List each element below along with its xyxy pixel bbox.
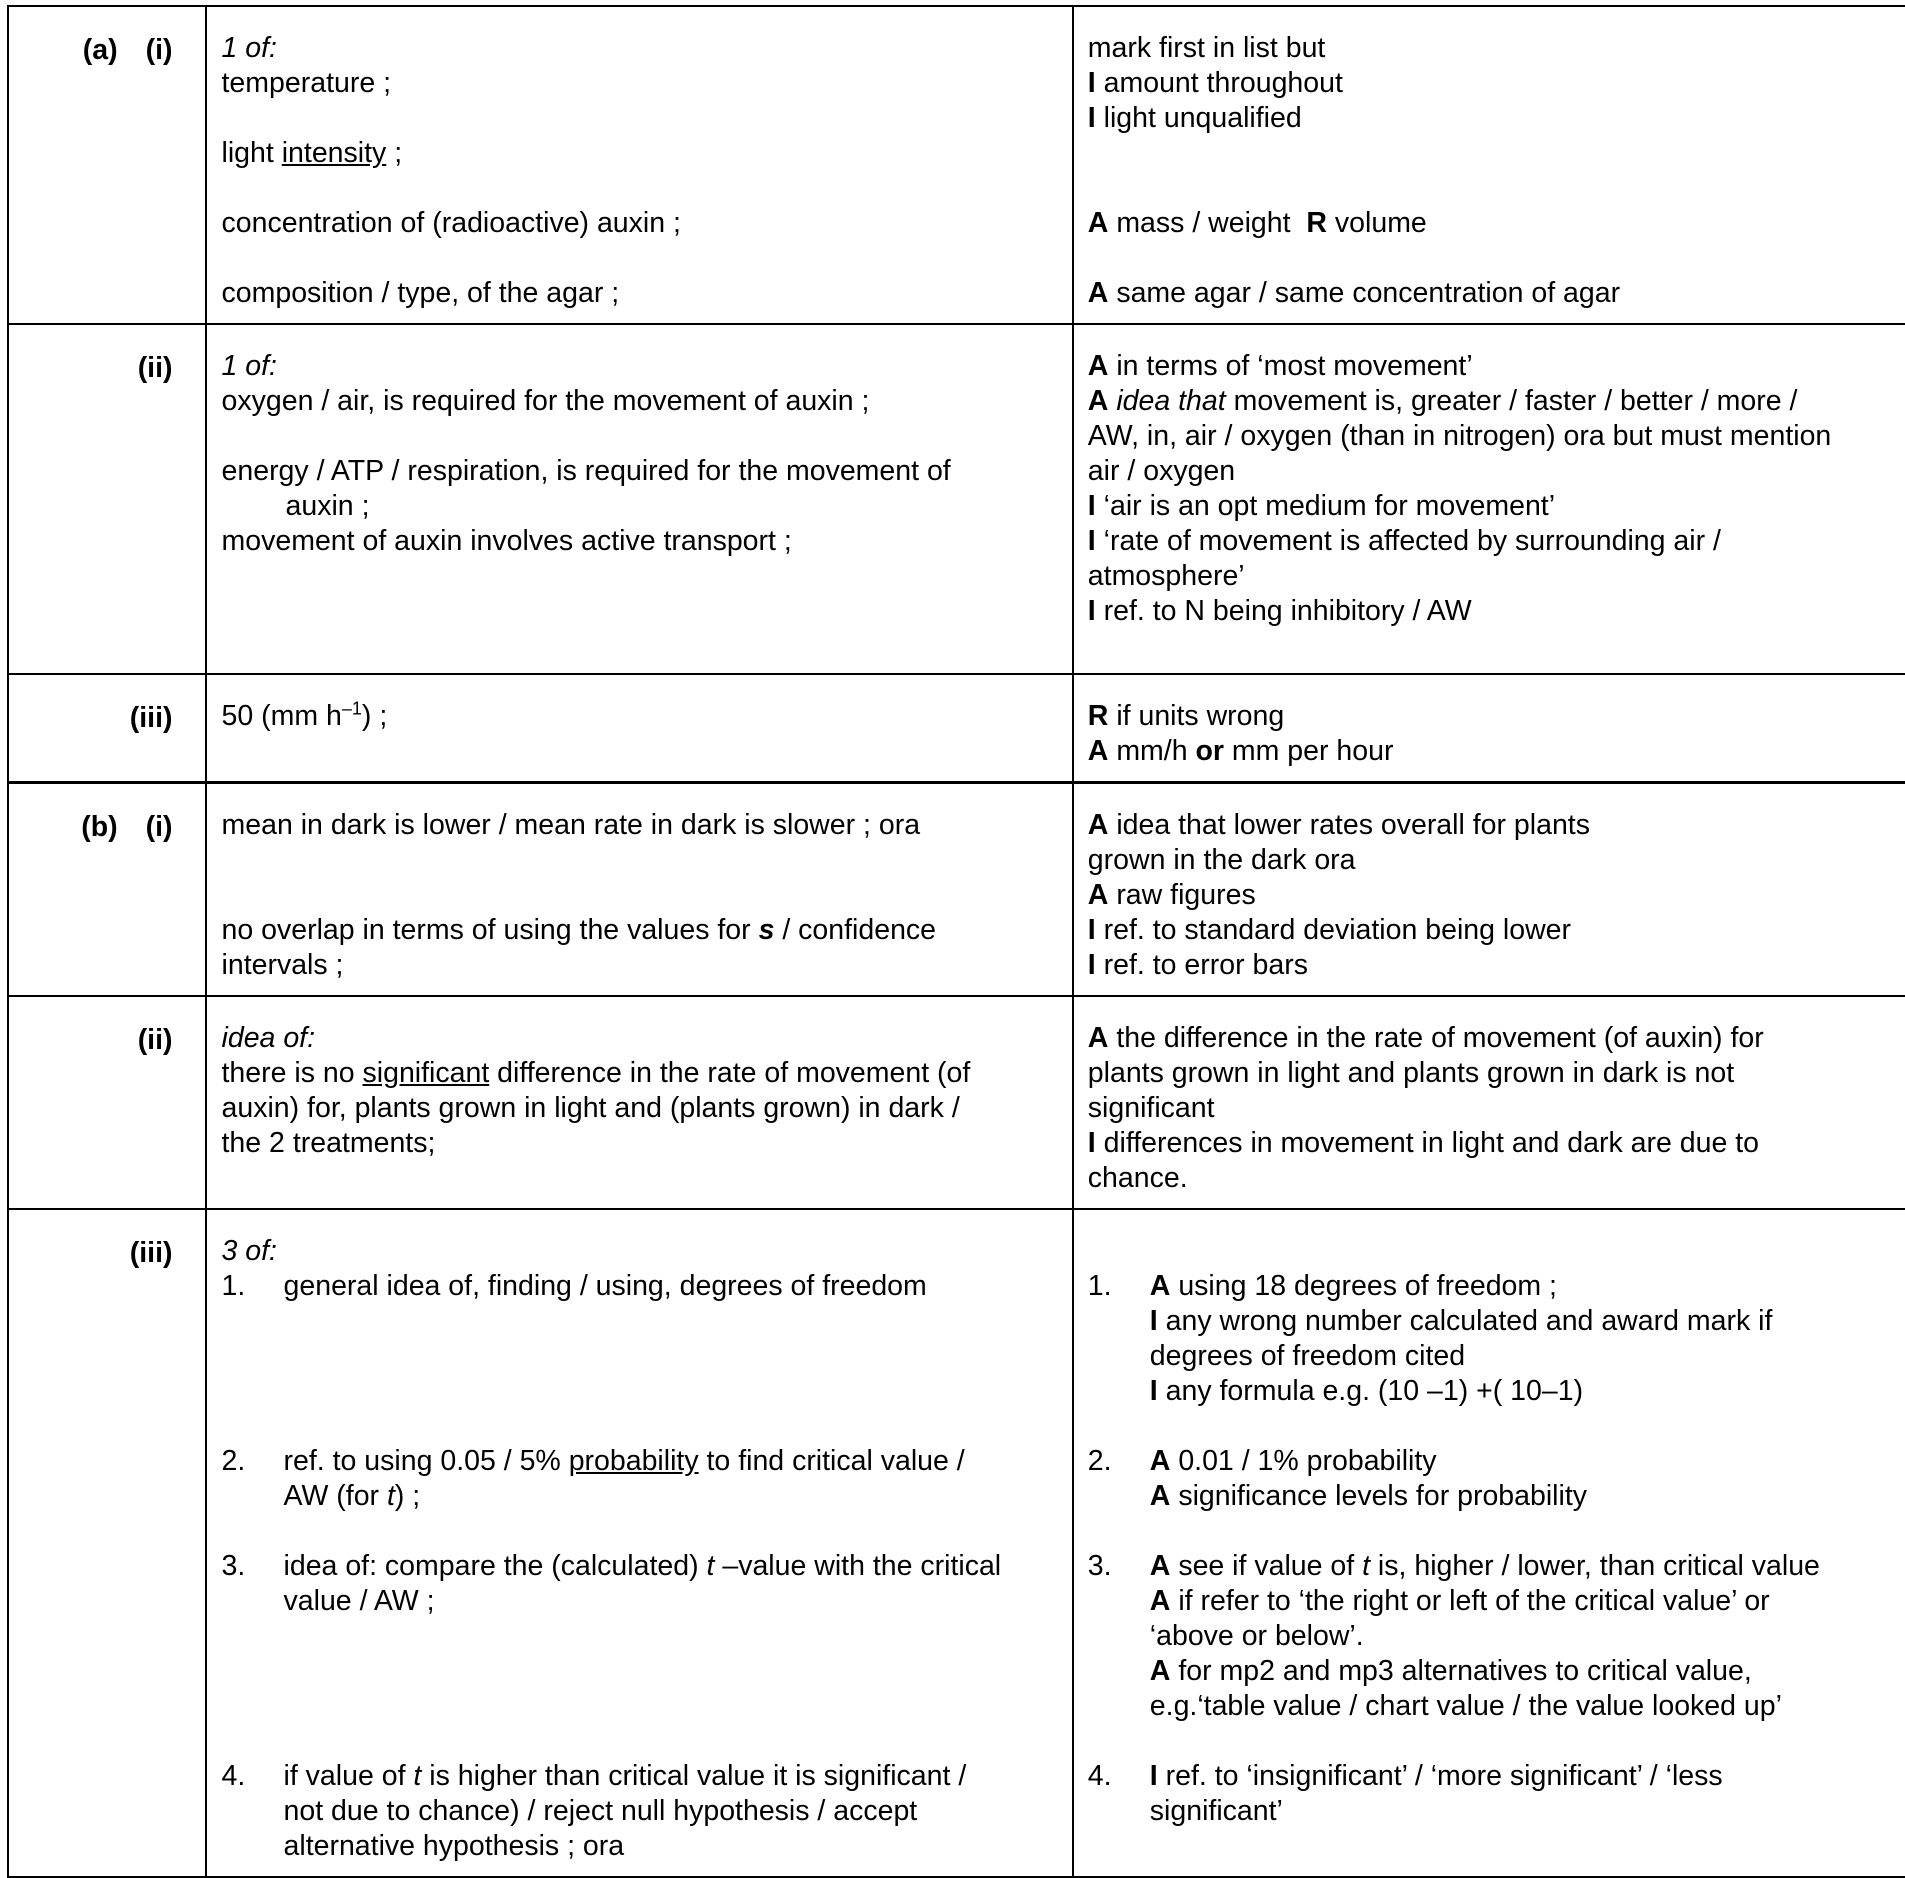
answer-cell — [206, 6, 1073, 324]
answer-point: energy / ATP / respiration, is required for the movement of — [221, 455, 951, 487]
guidance-point-4: 4. I ref. to ‘insignificant’ / ‘more significant’ / ‘less significant’ — [1087, 1760, 1723, 1827]
row-a-iii — [8, 674, 1905, 782]
guidance-note: A in terms of ‘most movement’ — [1087, 350, 1473, 382]
answer-intro: 3 of: — [221, 1235, 277, 1267]
guidance-note: I differences in movement in light and dark are due to — [1087, 1127, 1760, 1159]
answer-point: no overlap in terms of using the values for s / confidence — [221, 914, 937, 946]
guidance-point-1: 1. A using 18 degrees of freedom ; I any wrong number calculated and award mark if degrees of freedom cited I any formula e.g. (10 –1) +( 10–1) — [1087, 1270, 1773, 1407]
guidance-note: I amount throughout — [1087, 67, 1343, 99]
marking-point-1: 1. general idea of, finding / using, degrees of freedom — [221, 1270, 927, 1302]
row-b-iii — [8, 1209, 1905, 1877]
guidance-note: I light unqualified — [1087, 102, 1302, 134]
guidance-cell — [1073, 674, 1905, 782]
subpart-label: (iii) — [129, 702, 173, 734]
subpart-label: (ii) — [137, 352, 173, 384]
guidance-note: A mm/h or mm per hour — [1087, 735, 1394, 767]
guidance-note: I ‘rate of movement is affected by surrounding air / — [1087, 525, 1721, 557]
row-b-ii — [8, 996, 1905, 1209]
marking-point-2: 2. ref. to using 0.05 / 5% probability to find critical value / AW (for t) ; — [221, 1445, 965, 1512]
answer-cell — [206, 996, 1073, 1209]
guidance-note-continued: air / oxygen — [1087, 455, 1236, 487]
answer-point-continued: the 2 treatments; — [221, 1127, 436, 1159]
part-label: (a) — [82, 34, 118, 66]
guidance-cell — [1073, 783, 1905, 996]
answer-point: there is no significant difference in the rate of movement (of — [221, 1057, 971, 1089]
guidance-cell — [1073, 324, 1905, 674]
answer-cell — [206, 1209, 1073, 1877]
answer-point: 50 (mm $h^{-1}$) ; — [221, 698, 388, 732]
answer-intro: 1 of: — [221, 350, 277, 382]
question-label — [8, 1209, 206, 1877]
guidance-cell — [1073, 6, 1905, 324]
answer-cell — [206, 783, 1073, 996]
subpart-label: (i) — [145, 34, 173, 66]
answer-point: composition / type, of the agar ; — [221, 277, 620, 309]
answer-point: temperature ; — [221, 67, 392, 99]
guidance-note-continued: significant — [1087, 1092, 1215, 1124]
guidance-note: R if units wrong — [1087, 700, 1285, 732]
guidance-point-2: 2. A 0.01 / 1% probability A significance levels for probability — [1087, 1445, 1588, 1512]
guidance-note: I ref. to N being inhibitory / AW — [1087, 595, 1472, 627]
guidance-note-continued: plants grown in light and plants grown in dark is not — [1087, 1057, 1735, 1089]
question-label — [8, 674, 206, 782]
answer-point-continued: intervals ; — [221, 949, 344, 981]
marking-point-4: 4. if value of t is higher than critical value it is significant / not due to chance) / reject null hypothesis / accept alternative hypothesis ; ora — [221, 1760, 967, 1862]
subpart-label: (iii) — [129, 1237, 173, 1269]
answer-point-continued: auxin) for, plants grown in light and (plants grown) in dark / — [221, 1092, 960, 1124]
guidance-note: A idea that movement is, greater / faster / better / more / — [1087, 385, 1798, 417]
answer-point: mean in dark is lower / mean rate in dark is slower ; ora — [221, 809, 921, 841]
part-label: (b) — [81, 811, 118, 843]
guidance-note-continued: AW, in, air / oxygen (than in nitrogen) ora but must mention — [1087, 420, 1832, 452]
guidance-note-continued: atmosphere’ — [1087, 560, 1245, 592]
guidance-note: A same agar / same concentration of agar — [1087, 277, 1621, 309]
guidance-note: I ‘air is an opt medium for movement’ — [1087, 490, 1556, 522]
row-a-ii — [8, 324, 1905, 674]
answer-point-continued: auxin ; — [285, 490, 370, 522]
question-label — [8, 783, 206, 996]
guidance-note: A mass / weight R volume — [1087, 207, 1427, 239]
row-a-i — [8, 6, 1905, 324]
subpart-label: (ii) — [137, 1024, 173, 1056]
answer-cell — [206, 674, 1073, 782]
answer-point: movement of auxin involves active transport ; — [221, 525, 792, 557]
mark-scheme-part-b — [7, 782, 1905, 1878]
marking-point-3: 3. idea of: compare the (calculated) t –value with the critical value / AW ; — [221, 1550, 1002, 1617]
answer-intro: idea of: — [221, 1022, 316, 1054]
question-label — [8, 996, 206, 1209]
guidance-point-3: 3. A see if value of t is, higher / lower, than critical value A if refer to ‘the right or left of the critical value’ or ‘above or below’. A for mp2 and mp3 alternatives to critical value, e.g.‘table value / chart value / the value looked up’ — [1087, 1550, 1820, 1722]
guidance-note-continued: grown in the dark ora — [1087, 844, 1356, 876]
guidance-note: I ref. to error bars — [1087, 949, 1308, 981]
guidance-note: mark first in list but — [1087, 32, 1326, 64]
subpart-label: (i) — [145, 811, 173, 843]
question-label — [8, 6, 206, 324]
answer-point: concentration of (radioactive) auxin ; — [221, 207, 681, 239]
answer-point: light intensity ; — [221, 137, 403, 169]
guidance-note: A raw figures — [1087, 879, 1256, 911]
answer-cell — [206, 324, 1073, 674]
guidance-cell — [1073, 1209, 1905, 1877]
guidance-note: A the difference in the rate of movement (of auxin) for — [1087, 1022, 1764, 1054]
answer-intro: 1 of: — [221, 32, 277, 64]
guidance-cell — [1073, 996, 1905, 1209]
table-bottom-edge — [7, 1866, 1905, 1877]
question-label — [8, 324, 206, 674]
answer-point: oxygen / air, is required for the movement of auxin ; — [221, 385, 870, 417]
guidance-note-continued: chance. — [1087, 1162, 1188, 1194]
row-b-i — [8, 783, 1905, 996]
mark-scheme-part-a — [7, 5, 1905, 783]
guidance-note: I ref. to standard deviation being lower — [1087, 914, 1572, 946]
guidance-note: A idea that lower rates overall for plants — [1087, 809, 1590, 841]
